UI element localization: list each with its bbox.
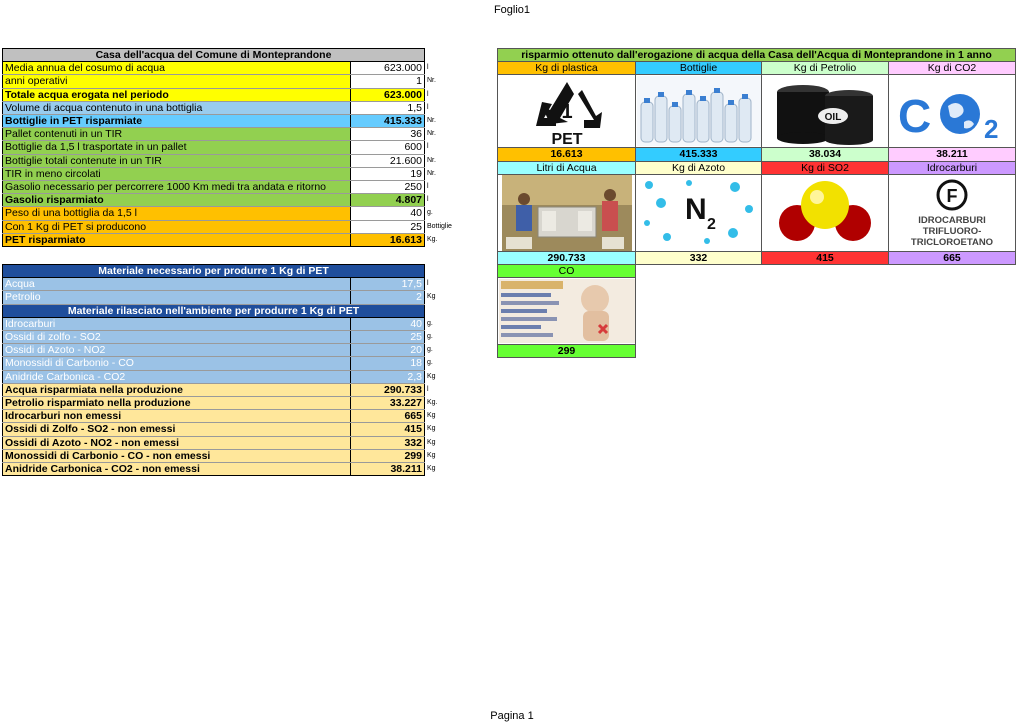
grid-title: risparmio ottenuto dall'erogazione di acqua della Casa dell'Acqua di Monteprandone in 1 anno <box>498 49 1016 62</box>
row-value: 38.211 <box>351 463 425 476</box>
grid-label: Litri di Acqua <box>498 161 636 174</box>
row-value: 16.613 <box>351 233 425 246</box>
row-label: Con 1 Kg di PET si producono <box>3 220 351 233</box>
grid-value: 332 <box>636 251 762 264</box>
row-unit: l <box>425 194 478 207</box>
co2-letter-c: C <box>898 90 932 143</box>
row-label: Media annua del cosumo di acqua <box>3 62 351 75</box>
pet-number: 1 <box>560 101 573 124</box>
row-value: 290.733 <box>351 383 425 396</box>
row-unit: Nr. <box>425 154 478 167</box>
row-label: Acqua <box>3 278 351 291</box>
row-unit: Nr. <box>425 167 478 180</box>
co-infographic-icon <box>499 279 635 343</box>
table-title: Casa dell'acqua del Comune di Monteprandone <box>3 49 425 62</box>
hydrocarbon-image <box>889 174 1016 251</box>
row-value: 299 <box>351 449 425 462</box>
grid-value: 299 <box>498 345 636 358</box>
water-house-table <box>2 48 478 247</box>
water-fountain-icon <box>502 175 632 251</box>
row-value: 415.333 <box>351 115 425 128</box>
hydrocarbon-line-2: TRIFLUORO- <box>922 225 982 237</box>
sheet-header: Foglio1 <box>493 4 531 16</box>
row-label: Ossidi di Azoto - NO2 - non emessi <box>3 436 351 449</box>
water-fountain-image <box>498 174 636 251</box>
so2-image <box>762 174 889 251</box>
row-value: 21.600 <box>351 154 425 167</box>
row-label: Bottiglie da 1,5 l trasportate in un pallet <box>3 141 351 154</box>
section-title: Materiale rilasciato nell'ambiente per produrre 1 Kg di PET <box>3 304 425 317</box>
row-unit: Nr. <box>425 75 478 88</box>
row-value: 600 <box>351 141 425 154</box>
grid-value: 290.733 <box>498 251 636 264</box>
row-label: Idrocarburi <box>3 317 351 330</box>
row-value: 4.807 <box>351 194 425 207</box>
water-bottles-image <box>636 75 762 148</box>
row-label: Monossidi di Carbonio - CO <box>3 357 351 370</box>
hydrocarbon-line-3: TRICLOROETANO <box>910 236 994 248</box>
row-label: Ossidi di zolfo - SO2 <box>3 331 351 344</box>
grid-value: 415 <box>762 251 889 264</box>
row-unit: l <box>425 181 478 194</box>
row-label: Peso di una bottiglia da 1,5 l <box>3 207 351 220</box>
row-label: Anidride Carbonica - CO2 <box>3 370 351 383</box>
row-value: 332 <box>351 436 425 449</box>
grid-value: 415.333 <box>636 148 762 161</box>
row-value: 623.000 <box>351 88 425 101</box>
row-unit: Kg <box>425 449 448 462</box>
row-value: 17,5 <box>351 278 425 291</box>
row-unit: Kg <box>425 463 448 476</box>
n2-image <box>636 174 762 251</box>
row-value: 36 <box>351 128 425 141</box>
row-value: 2,3 <box>351 370 425 383</box>
row-value: 18 <box>351 357 425 370</box>
co2-globe-icon <box>890 76 1014 146</box>
grid-value: 665 <box>889 251 1016 264</box>
so2-molecule-icon <box>763 175 887 251</box>
row-unit: l <box>425 383 448 396</box>
row-unit: Kg. <box>425 397 448 410</box>
water-bottles-icon <box>637 76 761 146</box>
pet-recycle-image <box>498 75 636 148</box>
row-unit: Kg <box>425 291 448 304</box>
row-label: Petrolio <box>3 291 351 304</box>
row-label: PET risparmiato <box>3 233 351 246</box>
row-unit: g. <box>425 331 448 344</box>
row-value: 25 <box>351 331 425 344</box>
grid-label: Kg di Petrolio <box>762 62 889 75</box>
grid-label: Kg di plastica <box>498 62 636 75</box>
oil-barrels-icon <box>763 76 887 146</box>
pet-text: PET <box>550 131 583 147</box>
savings-grid <box>497 48 1016 358</box>
grid-value: 16.613 <box>498 148 636 161</box>
row-unit: l <box>425 101 478 114</box>
row-value: 19 <box>351 167 425 180</box>
row-unit: g. <box>425 357 448 370</box>
oil-text: OIL <box>824 112 842 124</box>
row-value: 1,5 <box>351 101 425 114</box>
hydrocarbon-sign-icon <box>890 175 1014 251</box>
row-unit: g. <box>425 344 448 357</box>
row-value: 25 <box>351 220 425 233</box>
row-unit: l <box>425 141 478 154</box>
row-label: Monossidi di Carbonio - CO - non emessi <box>3 449 351 462</box>
row-unit: g. <box>425 207 478 220</box>
row-label: anni operativi <box>3 75 351 88</box>
row-label: Petrolio risparmiato nella produzione <box>3 397 351 410</box>
grid-label: Kg di SO2 <box>762 161 889 174</box>
row-unit: Kg <box>425 423 448 436</box>
pet-production-table <box>2 264 448 476</box>
row-label: Ossidi di Zolfo - SO2 - non emessi <box>3 423 351 436</box>
n2-letter: N <box>684 192 707 226</box>
co-infographic-image <box>498 278 636 345</box>
row-value: 415 <box>351 423 425 436</box>
row-unit: l <box>425 62 478 75</box>
grid-label: Bottiglie <box>636 62 762 75</box>
row-value: 40 <box>351 317 425 330</box>
row-label: Bottiglie totali contenute in un TIR <box>3 154 351 167</box>
grid-label: CO <box>498 265 636 278</box>
n2-molecule-icon <box>637 175 761 251</box>
row-unit: Bottiglie <box>425 220 478 233</box>
grid-label: Kg di Azoto <box>636 161 762 174</box>
row-label: Idrocarburi non emessi <box>3 410 351 423</box>
row-unit: l <box>425 88 478 101</box>
grid-value: 38.034 <box>762 148 889 161</box>
row-value: 623.000 <box>351 62 425 75</box>
row-label: Bottiglie in PET risparmiate <box>3 115 351 128</box>
page-footer: Pagina 1 <box>490 710 534 722</box>
row-unit: Kg <box>425 370 448 383</box>
hydrocarbon-letter: F <box>946 185 958 206</box>
grid-value: 38.211 <box>889 148 1016 161</box>
co2-globe-image <box>889 75 1016 148</box>
row-label: Anidride Carbonica - CO2 - non emessi <box>3 463 351 476</box>
hydrocarbon-line-1: IDROCARBURI <box>918 214 986 226</box>
section-title: Materiale necessario per produrre 1 Kg di PET <box>3 265 425 278</box>
row-value: 2 <box>351 291 425 304</box>
row-label: Pallet contenuti in un TIR <box>3 128 351 141</box>
row-unit: g. <box>425 317 448 330</box>
row-value: 33.227 <box>351 397 425 410</box>
row-value: 40 <box>351 207 425 220</box>
row-unit: l <box>425 278 448 291</box>
row-label: Ossidi di Azoto - NO2 <box>3 344 351 357</box>
row-label: Gasolio risparmiato <box>3 194 351 207</box>
row-unit: Kg <box>425 410 448 423</box>
n2-subscript: 2 <box>706 215 716 233</box>
row-label: Gasolio necessario per percorrere 1000 Km medi tra andata e ritorno <box>3 181 351 194</box>
row-value: 665 <box>351 410 425 423</box>
grid-label: Idrocarburi <box>889 161 1016 174</box>
row-value: 20 <box>351 344 425 357</box>
row-value: 250 <box>351 181 425 194</box>
table-title-row <box>3 49 478 62</box>
row-unit: Kg <box>425 436 448 449</box>
oil-barrels-image <box>762 75 889 148</box>
row-value: 1 <box>351 75 425 88</box>
row-unit: Nr. <box>425 128 478 141</box>
row-label: Totale acqua erogata nel periodo <box>3 88 351 101</box>
row-label: TIR in meno circolati <box>3 167 351 180</box>
row-label: Acqua risparmiata nella produzione <box>3 383 351 396</box>
row-label: Volume di acqua contenuto in una bottiglia <box>3 101 351 114</box>
pet-recycle-icon <box>512 76 622 146</box>
row-unit: Kg. <box>425 233 478 246</box>
co2-subscript: 2 <box>984 114 999 145</box>
grid-label: Kg di CO2 <box>889 62 1016 75</box>
row-unit: Nr. <box>425 115 478 128</box>
